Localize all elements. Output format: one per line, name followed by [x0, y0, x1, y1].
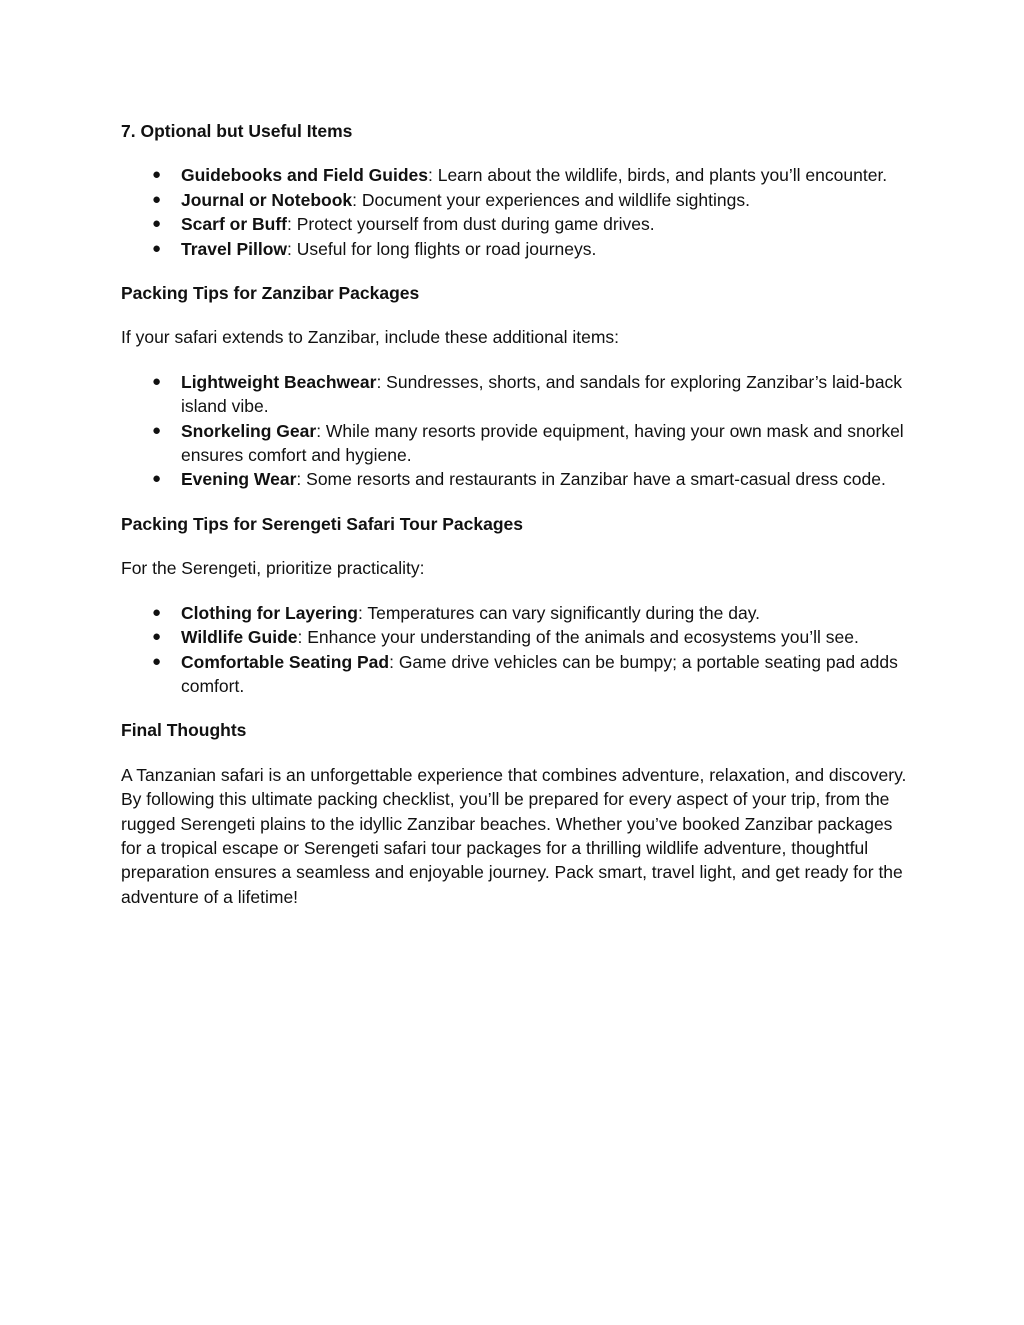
bullet-icon: ● — [152, 470, 162, 488]
bullet-icon: ● — [152, 190, 162, 208]
section-heading-serengeti: Packing Tips for Serengeti Safari Tour Packages — [121, 513, 523, 534]
item-description: : Learn about the wildlife, birds, and plants you’ll encounter. — [427, 165, 888, 186]
optional-items-list — [121, 163, 911, 261]
list-item — [121, 370, 911, 419]
list-item — [121, 650, 911, 699]
item-term: Snorkeling Gear — [181, 420, 317, 441]
bullet-icon: ● — [152, 628, 162, 646]
list-item — [121, 212, 911, 236]
item-description: : Enhance your understanding of the animals and ecosystems you’ll see. — [297, 627, 859, 648]
list-item — [121, 237, 911, 261]
item-term: Lightweight Beachwear — [181, 371, 377, 392]
list-item — [121, 625, 911, 649]
item-description: : Some resorts and restaurants in Zanzibar have a smart-casual dress code. — [296, 469, 886, 490]
item-description: : Temperatures can vary significantly during the day. — [357, 602, 761, 623]
final-thoughts-body: A Tanzanian safari is an unforgettable experience that combines adventure, relaxation, and discovery. By following this ultimate packing checklist, you’ll be prepared for every aspect of your trip, from the rugged Serengeti plains to the idyllic Zanzibar beaches. Whether you’ve booked Zanzibar packages for a tropical escape or Serengeti safari tour packages for a thrilling wildlife adventure, thoughtful preparation ensures a seamless and enjoyable journey. Pack smart, travel light, and get ready for the adventure of a lifetime! — [121, 764, 907, 907]
item-description: : Sundresses, shorts, and sandals for exploring Zanzibar’s laid-back island vibe. — [181, 371, 903, 417]
bullet-icon: ● — [152, 652, 162, 670]
item-description: : Game drive vehicles can be bumpy; a portable seating pad adds comfort. — [181, 651, 898, 696]
document-page — [121, 119, 911, 929]
zanzibar-items-list — [121, 370, 911, 492]
item-description: : While many resorts provide equipment, having your own mask and snorkel ensures comfort and hygiene. — [181, 420, 904, 466]
list-item — [121, 188, 911, 212]
section-heading-optional-items: 7. Optional but Useful Items — [121, 121, 353, 141]
list-item — [121, 467, 911, 491]
item-term: Comfortable Seating Pad — [181, 651, 390, 672]
item-term: Evening Wear — [181, 469, 297, 490]
item-term: Journal or Notebook — [181, 189, 353, 210]
item-term: Wildlife Guide — [181, 627, 298, 648]
bullet-icon: ● — [152, 421, 162, 439]
serengeti-intro: For the Serengeti, prioritize practicality: — [121, 558, 425, 579]
bullet-icon: ● — [152, 372, 162, 390]
list-item — [121, 601, 911, 625]
item-term: Travel Pillow — [181, 238, 288, 259]
bullet-icon: ● — [152, 166, 162, 184]
list-item — [121, 419, 911, 468]
bullet-icon: ● — [152, 603, 162, 621]
item-description: : Protect yourself from dust during game drives. — [286, 214, 655, 235]
list-item — [121, 163, 911, 187]
zanzibar-intro: If your safari extends to Zanzibar, include these additional items: — [121, 327, 620, 348]
section-heading-final-thoughts: Final Thoughts — [121, 720, 247, 741]
item-description: : Document your experiences and wildlife sightings. — [352, 189, 750, 210]
item-term: Scarf or Buff — [181, 214, 287, 235]
item-term: Clothing for Layering — [181, 602, 358, 623]
item-term: Guidebooks and Field Guides — [181, 165, 428, 186]
bullet-icon: ● — [152, 239, 162, 257]
section-heading-zanzibar: Packing Tips for Zanzibar Packages — [121, 283, 420, 304]
bullet-icon: ● — [152, 215, 162, 233]
item-description: : Useful for long flights or road journeys. — [287, 238, 597, 259]
serengeti-items-list — [121, 601, 911, 699]
